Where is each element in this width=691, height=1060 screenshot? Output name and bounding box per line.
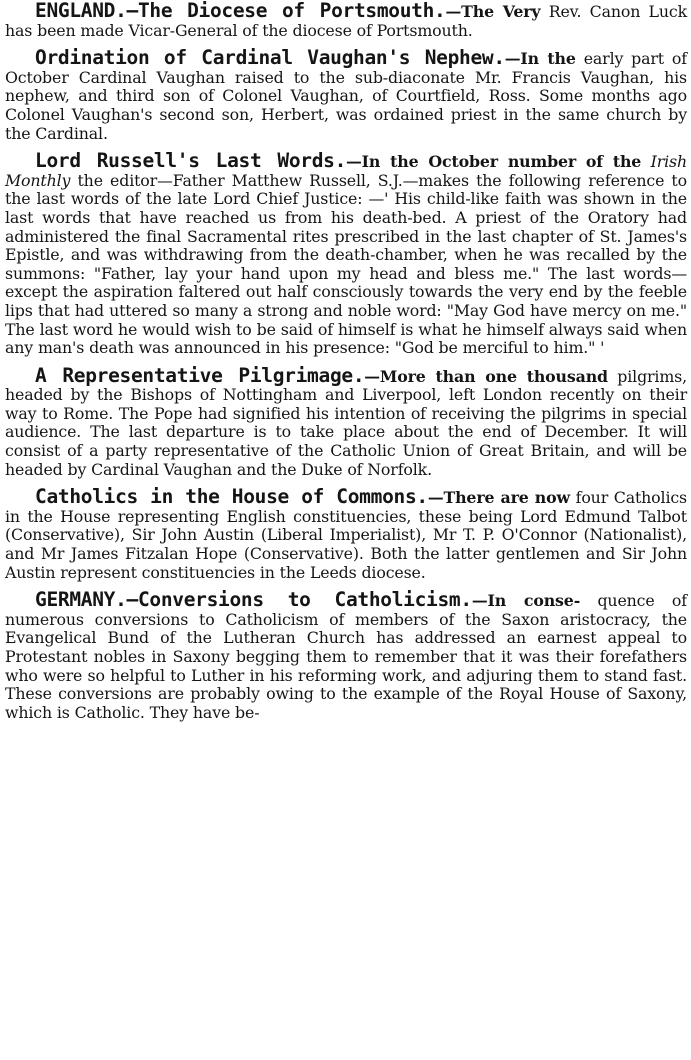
article-body: four Catholics in the House representing English constituencies, these being Lord Edmund Talbot (Conservative), Sir John Austin (Liberal Imperialist), Mr T. P. O'Connor (Nationalist), and Mr James Fitzalan Hope (Conservative). Both the latter gentlemen and Sir John Austin represent constituencies in the Leeds diocese. xyxy=(5,488,687,582)
article-lead: —There are now xyxy=(427,488,570,508)
article-lead: —The Very xyxy=(445,2,541,21)
article-heading: Ordination of Cardinal Vaughan's Nephew. xyxy=(35,46,505,70)
article-heading: Lord Russell's Last Words. xyxy=(35,149,347,173)
article-lead: —More than one thousand xyxy=(364,366,608,386)
article-house-of-commons xyxy=(5,485,687,582)
article-heading: GERMANY.—Conversions to Catholicism. xyxy=(35,588,472,612)
article-lead: —In conse- xyxy=(471,591,581,611)
article-lord-russell xyxy=(5,149,687,358)
article-body: early part of October Cardinal Vaughan raised to the sub-diaconate Mr. Francis Vaughan, his nephew, and third son of Colonel Vaughan, of Courtfield, Ross. Some months ago Colonel Vaughan's second son, Herbert, was ordained priest in the same church by the Cardinal. xyxy=(5,49,687,143)
article-body: quence of numerous conversions to Catholicism of members of the Saxon aristocracy, the Evangelical Bund of the Lutheran Church has addressed an earnest appeal to Protestant nobles in Saxony begging them to remember that it was their forefathers who were so helpful to Luther in his reforming work, and adjuring them to stand fast. These conversions are probably owing to the example of the Royal House of Saxony, which is Catholic. They have be- xyxy=(5,591,687,722)
article-ordination xyxy=(5,46,687,143)
article-heading: ENGLAND.—The Diocese of Portsmouth. xyxy=(35,0,446,22)
article-lead: —In the xyxy=(504,49,576,69)
publication-title: Irish Monthly xyxy=(5,152,687,190)
article-body: pilgrims, headed by the Bishops of Nottingham and Liverpool, left London recently on their way to Rome. The Pope had signified his intention of receiving the pilgrims in special audience. The last departure is to take place about the end of December. It will consist of a party representative of the Catholic Union of Great Britain, and will be headed by Cardinal Vaughan and the Duke of Norfolk. xyxy=(5,366,687,479)
article-heading: Catholics in the House of Commons. xyxy=(35,485,428,509)
article-body: the editor—Father Matthew Russell, S.J.—makes the following reference to the last words of the late Lord Chief Justice: —' His child-like faith was shown in the last words that have reached us from his death-bed. A priest of the Oratory had administered the final Sacramental rites prescribed in the last chapter of St. James's Epistle, and was withdrawing from the death-chamber, when he was recalled by the summons: "Father, lay your hand upon my head and bless me." The last words—except the aspiration faltered out half consciously towards the very end by the feeble lips that had uttered so many a strong and noble word: "May God have mercy on me." The last word he would wish to be said of himself is what he himself always said when any man's death was announced in his presence: "God be merciful to him." ' xyxy=(5,170,687,358)
article-germany xyxy=(5,588,687,722)
article-body: Rev. Canon Luck has been made Vicar-General of the diocese of Portsmouth. xyxy=(5,2,687,40)
article-heading: A Representative Pilgrimage. xyxy=(35,363,365,387)
article-portsmouth xyxy=(5,2,687,40)
article-lead: —In the October number of the xyxy=(346,152,642,172)
article-pilgrimage xyxy=(5,363,687,480)
